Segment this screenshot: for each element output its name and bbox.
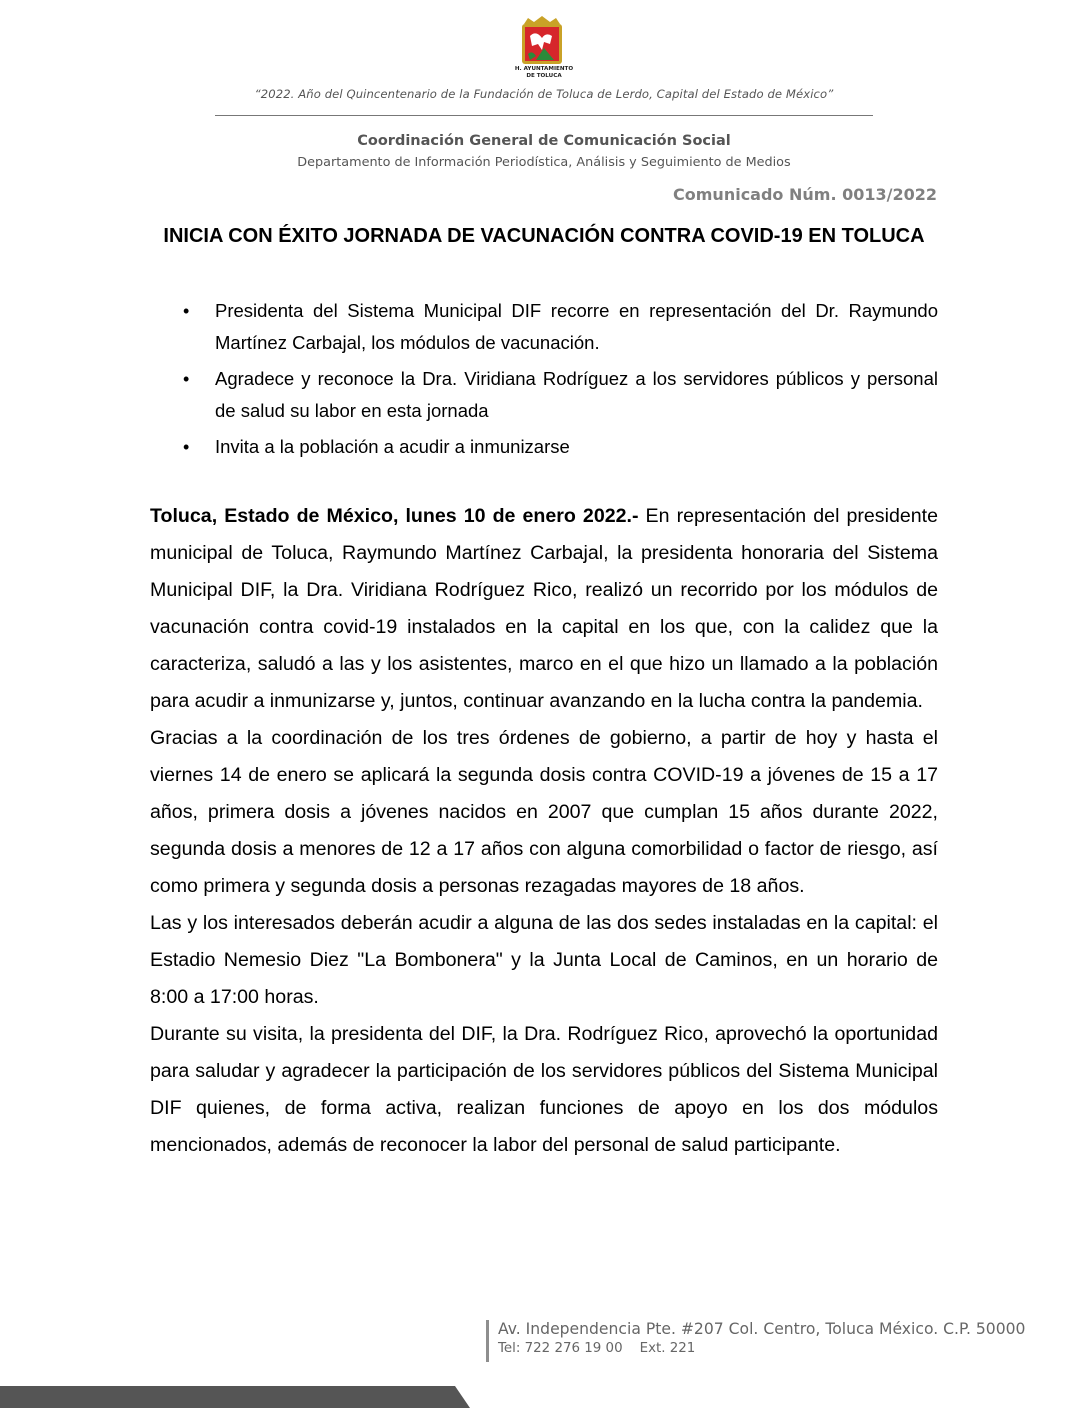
- paragraph-3: Las y los interesados deberán acudir a alguna de las dos sedes instaladas en la capital: el Estadio Nemesio Diez "La Bombonera" y la Junta Local de Caminos, en un horario de 8:00 a 17:00 horas.: [150, 912, 938, 1008]
- year-motto: “2022. Año del Quincentenario de la Fundación de Toluca de Lerdo, Capital del Estado de México”: [254, 87, 834, 101]
- footer-accent-bar: [486, 1320, 489, 1362]
- seal-caption: [498, 66, 590, 79]
- paragraph-4: Durante su visita, la presidenta del DIF, la Dra. Rodríguez Rico, aprovechó la oportunidad para saludar y agradecer la participación de los servidores públicos del Sistema Municipal DIF quienes, de forma activa, realizan funciones de apoyo en los dos módulos mencionados, además de reconocer la labor del personal de salud participante.: [150, 1023, 938, 1156]
- seal-caption-line-2: DE TOLUCA: [526, 72, 562, 79]
- summary-bullets: [150, 295, 938, 467]
- seal-caption-line-1: H. AYUNTAMIENTO: [514, 66, 574, 72]
- press-release-number: Comunicado Núm. 0013/2022: [673, 185, 937, 204]
- footer-phone: Tel: 722 276 19 00 Ext. 221: [498, 1341, 696, 1356]
- department-subtitle: Departamento de Información Periodística, Análisis y Seguimiento de Medios: [297, 155, 791, 170]
- bullet-item: • Presidenta del Sistema Municipal DIF recorre en representación del Dr. Raymundo Martínez Carbajal, los módulos de vacunación.: [150, 295, 938, 359]
- headline: INICIA CON ÉXITO JORNADA DE VACUNACIÓN CONTRA COVID-19 EN TOLUCA: [163, 225, 925, 247]
- paragraph-1: [150, 498, 938, 720]
- bottom-decorative-band: [0, 1386, 470, 1408]
- paragraph-1-text: En representación del presidente municipal de Toluca, Raymundo Martínez Carbajal, la presidenta honoraria del Sistema Municipal DIF, la Dra. Viridiana Rodríguez Rico, realizó un recorrido por los módulos de vacunación contra covid-19 instalados en la capital en los que, con la calidez que la caracteriza, saludó a las y los asistentes, marco en el que hizo un llamado a la población para acudir a inmunizarse y, juntos, continuar avanzando en la lucha contra la pandemia.: [150, 505, 938, 712]
- footer-address: Av. Independencia Pte. #207 Col. Centro, Toluca México. C.P. 50000: [498, 1320, 1026, 1338]
- header-divider: [215, 115, 873, 116]
- bullet-item: • Invita a la población a acudir a inmunizarse: [150, 431, 938, 463]
- dateline: Toluca, Estado de México, lunes 10 de enero 2022.-: [150, 505, 639, 527]
- department-title: Coordinación General de Comunicación Social: [357, 133, 731, 149]
- article-body: [150, 498, 938, 1164]
- paragraph-2: Gracias a la coordinación de los tres órdenes de gobierno, a partir de hoy y hasta el viernes 14 de enero se aplicará la segunda dosis contra COVID-19 a jóvenes de 15 a 17 años, primera dosis a jóvenes nacidos en 2007 que cumplan 15 años durante 2022, segunda dosis a menores de 12 a 17 años con alguna comorbilidad o factor de riesgo, así como primera y segunda dosis a personas rezagadas mayores de 18 años.: [150, 727, 938, 897]
- bullet-item: • Agradece y reconoce la Dra. Viridiana Rodríguez a los servidores públicos y personal de salud su labor en esta jornada: [150, 363, 938, 427]
